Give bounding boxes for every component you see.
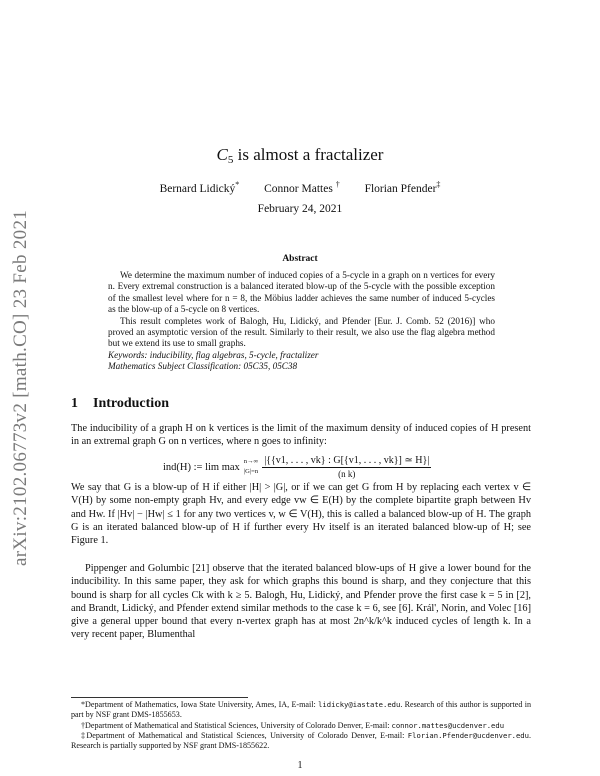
author: Bernard Lidický* [159, 180, 240, 195]
paper-date: February 24, 2021 [257, 203, 343, 215]
author-list [0, 180, 600, 195]
abstract [108, 270, 495, 373]
author: Connor Mattes † [264, 180, 340, 195]
page-number: 1 [297, 760, 303, 771]
title-symbol: C [216, 145, 228, 164]
intro-paragraph-2: We say that G is a blow-up of H if either |H| > |G|, or if we can get G from H by replacing each vertex v ∈ V(H) by some non-empty graph Hv, and every edge vw ∈ E(H) by the complete bipartite graph between Hv and Hw. If |Hv| − |Hw| ≤ 1 for any two vertices v, w ∈ V(H), this is called a balanced blow-up of H. The graph G is an iterated balanced blow-up of H if further every Hv itself is an iterated balanced blow-up of H; see Figure 1. [71, 482, 531, 547]
title-rest: is almost a fractalizer [233, 145, 384, 164]
section-number: 1 [71, 396, 78, 411]
author: Florian Pfender‡ [364, 180, 441, 195]
footnote: *Department of Mathematics, Iowa State University, Ames, IA, E-mail: lidicky@iastate.edu. Research of this author is supported in part by NSF grant DMS-1855653. [71, 700, 532, 720]
footnote: †Department of Mathematical and Statistical Sciences, University of Colorado Denver, E-mail: connor.mattes@ucdenver.edu [81, 720, 505, 730]
email-link[interactable]: connor.mattes@ucdenver.edu [391, 720, 505, 730]
msc-classification: Mathematics Subject Classification: 05C35, 05C38 [108, 361, 298, 372]
abstract-paragraph: This result completes work of Balogh, Hu, Lidický, and Pfender [Eur. J. Comb. 52 (2016)] who proved an asymptotic version of the result. Similarly to their result, we also use the flag algebra method but we extend its use to small graphs. [108, 315, 495, 349]
footnote-rule [71, 697, 248, 698]
footnotes [71, 700, 531, 751]
intro-paragraph-1: The inducibility of a graph H on k vertices is the limit of the maximum density of induced copies of H present in an extremal graph G on n vertices, where n goes to infinity: [71, 423, 531, 448]
keywords: Keywords: inducibility, flag algebras, 5-cycle, fractalizer [108, 349, 319, 360]
arxiv-stamp-text: arXiv:2102.06773v2 [math.CO] 23 Feb 2021 [10, 209, 31, 567]
section-title: Introduction [93, 396, 169, 411]
title-subscript: 5 [227, 154, 234, 166]
section-heading [71, 396, 169, 412]
paper-title [0, 145, 600, 166]
formula-fraction: $\frac{|\{\{v1, . . . , vk\} : G[\{v1, . . . , vk\}] ≃ H\}|}{\text{(n k)}}$ [264, 455, 430, 479]
formula-subscripts: n→∞ |G|=n [243, 458, 259, 475]
inducibility-formula [163, 455, 431, 479]
abstract-heading: Abstract [282, 254, 318, 264]
email-link[interactable]: Florian.Pfender@ucdenver.edu [407, 730, 529, 740]
intro-paragraph-3: Pippenger and Golumbic [21] observe that the iterated balanced blow-ups of H give a lower bound for the inducibility. In this same paper, they ask for which graphs this bound is sharp, and they conjecture that this bound is sharp for all cycles Ck with k ≥ 5. Balogh, Hu, Lidický, and Pfender prove the first case k = 5 in [2], and Brandt, Lidický, and Pfender extend similar methods to the case k = 6, see [6]. Král', Norin, and Volec [16] give a general upper bound that every n-vertex graph has at most 2n^k/k^k induced cycles of length k. In a very recent paper, Blumenthal [71, 563, 531, 641]
abstract-paragraph: We determine the maximum number of induced copies of a 5-cycle in a graph on n vertices for every n. Every extremal construction is a balanced iterated blow-up of the 5-cycle with the possible exception of the smallest level where for n = 8, the Möbius ladder achieves the same number of induced 5-cycles as the blow-up of a 5-cycle on 8 vertices. [108, 270, 495, 315]
formula-lhs: ind(H) := lim max [163, 461, 240, 473]
footnote: ‡Department of Mathematical and Statistical Sciences, University of Colorado Denver, E-mail: Florian.Pfender@ucdenver.edu. Research is partially supported by NSF grant DMS-1855622. [71, 730, 531, 751]
email-link[interactable]: lidicky@iastate.edu [318, 700, 401, 709]
arxiv-stamp [4, 178, 38, 598]
